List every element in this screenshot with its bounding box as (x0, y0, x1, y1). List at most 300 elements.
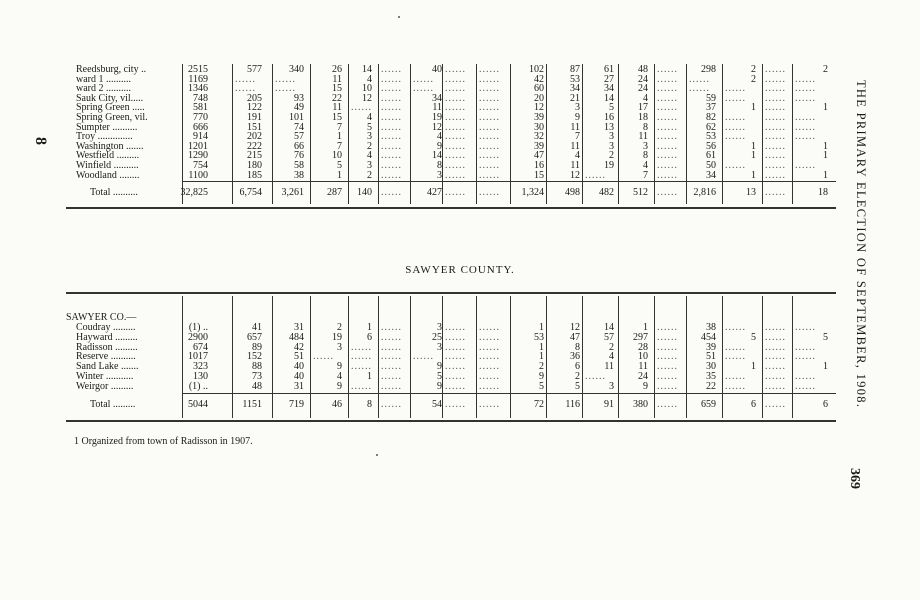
cell-value: 66 (294, 140, 304, 152)
cell-value: 47 (570, 331, 580, 343)
cell-value: ...... (765, 83, 786, 95)
cell-value: ...... (445, 121, 466, 133)
cell-value: ...... (765, 351, 786, 363)
group-label: SAWYER CO.— (66, 312, 137, 323)
cell-value: ...... (657, 331, 678, 343)
cell-value: ...... (765, 140, 786, 152)
cell-value: 8 (575, 341, 580, 353)
cell-value: ...... (445, 83, 466, 95)
horizontal-rule (66, 292, 836, 294)
cell-value: ...... (657, 361, 678, 373)
cell-value: 3 (609, 380, 614, 392)
cell-value: ...... (445, 160, 466, 171)
cell-value: ...... (725, 112, 746, 123)
row-label: Westfield ......... (76, 150, 140, 162)
cell-value: 53 (534, 331, 544, 343)
cell-value: 9 (575, 112, 580, 123)
cell-value: ...... (479, 187, 500, 198)
cell-value: 61 (604, 64, 614, 75)
row-label: Sumpter .......... (76, 121, 138, 133)
cell-value: 14 (604, 92, 614, 104)
cell-value: (1) .. (188, 322, 208, 333)
cell-value: ...... (445, 140, 466, 152)
row-label: Coudray ......... (76, 322, 136, 333)
cell-value: 323 (193, 361, 208, 373)
cell-value: 40 (294, 371, 304, 382)
cell-value: 202 (247, 131, 262, 143)
cell-value: ...... (445, 73, 466, 85)
cell-value: ...... (381, 322, 402, 333)
cell-value: 11 (332, 73, 342, 85)
cell-value: ...... (479, 140, 500, 152)
cell-value: 88 (252, 361, 262, 373)
cell-value: 659 (701, 399, 716, 410)
cell-value: 4 (337, 371, 342, 382)
cell-value: 48 (638, 64, 648, 75)
cell-value: 3 (437, 341, 442, 353)
cell-value: 8 (367, 399, 372, 410)
cell-value: ...... (657, 64, 678, 75)
cell-value: 6 (367, 331, 372, 343)
cell-value: ...... (765, 64, 786, 75)
cell-value: 1 (751, 140, 756, 152)
cell-value: 1201 (188, 140, 208, 152)
cell-value: 82 (706, 112, 716, 123)
cell-value: 754 (193, 160, 208, 171)
cell-value: ...... (657, 399, 678, 410)
cell-value: 7 (643, 169, 648, 181)
cell-value: ...... (765, 341, 786, 353)
cell-value: 26 (332, 64, 342, 75)
cell-value: 1 (337, 131, 342, 143)
cell-value: 61 (706, 150, 716, 162)
cell-value: ...... (351, 102, 372, 114)
cell-value: 3 (437, 169, 442, 181)
cell-value: ...... (657, 73, 678, 85)
cell-value: 40 (432, 64, 442, 75)
cell-value: 12 (362, 92, 372, 104)
cell-value: 3 (609, 140, 614, 152)
cell-value: ...... (445, 112, 466, 123)
total-row (66, 399, 836, 410)
cell-value: 16 (534, 160, 544, 171)
cell-value: 73 (252, 371, 262, 382)
sawyer-county-heading: SAWYER COUNTY. (405, 264, 515, 276)
cell-value: 4 (575, 150, 580, 162)
cell-value: 89 (252, 341, 262, 353)
cell-value: ...... (381, 140, 402, 152)
cell-value: 31 (294, 380, 304, 392)
cell-value: 748 (193, 92, 208, 104)
cell-value: 32,825 (180, 187, 208, 198)
cell-value: ...... (725, 160, 746, 171)
cell-value: ...... (795, 83, 816, 95)
cell-value: ...... (381, 83, 402, 95)
cell-value: 9 (437, 361, 442, 373)
cell-value: 9 (437, 140, 442, 152)
cell-value: ...... (765, 160, 786, 171)
cell-value: 7 (337, 121, 342, 133)
cell-value: 297 (633, 331, 648, 343)
cell-value: ...... (765, 92, 786, 104)
cell-value: ...... (765, 112, 786, 123)
cell-value: ...... (795, 92, 816, 104)
cell-value: ...... (657, 371, 678, 382)
cell-value: 2 (367, 140, 372, 152)
cell-value: 87 (570, 64, 580, 75)
cell-value: ...... (445, 361, 466, 373)
cell-value: 56 (706, 140, 716, 152)
cell-value: ...... (381, 102, 402, 114)
cell-value: ...... (795, 160, 816, 171)
cell-value: ...... (765, 331, 786, 343)
cell-value: 34 (706, 169, 716, 181)
cell-value: ...... (445, 341, 466, 353)
cell-value: 34 (432, 92, 442, 104)
cell-value: 35 (706, 371, 716, 382)
cell-value: 8 (643, 121, 648, 133)
cell-value: ...... (381, 121, 402, 133)
cell-value: 577 (247, 64, 262, 75)
cell-value: ...... (765, 322, 786, 333)
cell-value: ...... (413, 73, 434, 85)
cell-value: 30 (534, 121, 544, 133)
cell-value: 1169 (188, 73, 208, 85)
cell-value: 12 (570, 169, 580, 181)
row-label: Hayward ......... (76, 331, 138, 343)
cell-value: 5 (609, 102, 614, 114)
cell-value: 3 (643, 140, 648, 152)
speck (398, 16, 400, 18)
cell-value: ...... (657, 351, 678, 363)
cell-value: ...... (479, 160, 500, 171)
cell-value: 3 (367, 160, 372, 171)
cell-value: 24 (638, 83, 648, 95)
cell-value: 9 (539, 371, 544, 382)
cell-value: 1 (643, 322, 648, 333)
cell-value: 11 (332, 102, 342, 114)
cell-value: 3 (437, 322, 442, 333)
cell-value: ...... (445, 187, 466, 198)
cell-value: 91 (604, 399, 614, 410)
cell-value: 1,324 (521, 187, 544, 198)
row-label: Spring Green, vil. (76, 112, 148, 123)
cell-value: ...... (765, 102, 786, 114)
cell-value: ...... (725, 131, 746, 143)
horizontal-rule (66, 420, 836, 422)
cell-value: ...... (795, 351, 816, 363)
cell-value: ...... (445, 64, 466, 75)
cell-value: 152 (247, 351, 262, 363)
cell-value: 39 (534, 112, 544, 123)
cell-value: ...... (795, 131, 816, 143)
cell-value: ...... (381, 341, 402, 353)
cell-value: ...... (445, 131, 466, 143)
cell-value: 13 (604, 121, 614, 133)
cell-value: 1 (751, 361, 756, 373)
cell-value: 512 (633, 187, 648, 198)
cell-value: 74 (294, 121, 304, 133)
cell-value: 222 (247, 140, 262, 152)
cell-value: ...... (445, 169, 466, 181)
cell-value: ...... (235, 73, 256, 85)
cell-value: 46 (332, 399, 342, 410)
cell-value: 11 (432, 102, 442, 114)
cell-value: 484 (289, 331, 304, 343)
cell-value: 2 (539, 361, 544, 373)
cell-value: 1290 (188, 150, 208, 162)
cell-value: (1) .. (188, 380, 208, 392)
cell-value: 32 (534, 131, 544, 143)
cell-value: 5 (823, 331, 828, 343)
cell-value: ...... (765, 121, 786, 133)
cell-value: ...... (479, 112, 500, 123)
cell-value: ...... (313, 351, 334, 363)
cell-value: 9 (337, 361, 342, 373)
cell-value: ...... (765, 371, 786, 382)
cell-value: ...... (725, 341, 746, 353)
cell-value: 2 (367, 169, 372, 181)
row-label: Troy .............. (76, 131, 133, 143)
cell-value: ...... (445, 380, 466, 392)
cell-value: 2515 (188, 64, 208, 75)
cell-value: 19 (604, 160, 614, 171)
cell-value: ...... (479, 371, 500, 382)
cell-value: 51 (706, 351, 716, 363)
cell-value: 666 (193, 121, 208, 133)
cell-value: ...... (657, 160, 678, 171)
cell-value: 4 (367, 73, 372, 85)
cell-value: 2,816 (693, 187, 716, 198)
cell-value: 1 (751, 102, 756, 114)
cell-value: ...... (381, 361, 402, 373)
sauk-county-table (66, 64, 836, 214)
cell-value: 1346 (188, 83, 208, 95)
cell-value: 37 (706, 102, 716, 114)
footnote: 1 Organized from town of Radisson in 1907. (74, 436, 253, 447)
cell-value: 8 (643, 150, 648, 162)
cell-value: ...... (381, 150, 402, 162)
cell-value: 1151 (242, 399, 262, 410)
cell-value: ...... (381, 169, 402, 181)
cell-value: 8 (437, 160, 442, 171)
speck (376, 454, 378, 456)
cell-value: ...... (479, 92, 500, 104)
cell-value: ...... (381, 160, 402, 171)
row-label: Winfield .......... (76, 160, 139, 171)
cell-value: 30 (706, 361, 716, 373)
cell-value: ...... (381, 380, 402, 392)
cell-value: ...... (657, 187, 678, 198)
cell-value: 16 (604, 112, 614, 123)
cell-value: 1 (823, 169, 828, 181)
cell-value: 1 (823, 140, 828, 152)
row-label: ward 2 .......... (76, 83, 131, 95)
cell-value: ...... (381, 351, 402, 363)
cell-value: 1 (751, 150, 756, 162)
cell-value: 58 (294, 160, 304, 171)
cell-value: 24 (638, 73, 648, 85)
cell-value: 1 (539, 322, 544, 333)
cell-value: ...... (381, 399, 402, 410)
cell-value: ...... (657, 169, 678, 181)
cell-value: ...... (657, 322, 678, 333)
cell-value: ...... (725, 351, 746, 363)
horizontal-rule (66, 207, 836, 209)
cell-value: 28 (638, 341, 648, 353)
cell-value: ...... (795, 73, 816, 85)
cell-value: 6 (751, 399, 756, 410)
cell-value: 102 (529, 64, 544, 75)
cell-value: 657 (247, 331, 262, 343)
cell-value: 18 (638, 112, 648, 123)
cell-value: ...... (479, 399, 500, 410)
cell-value: 11 (570, 160, 580, 171)
cell-value: ...... (479, 331, 500, 343)
row-label: Winter ........... (76, 371, 134, 382)
cell-value: 20 (534, 92, 544, 104)
cell-value: 93 (294, 92, 304, 104)
cell-value: 15 (534, 169, 544, 181)
cell-value: 22 (332, 92, 342, 104)
cell-value: 4 (437, 131, 442, 143)
cell-value: 2 (609, 150, 614, 162)
cell-value: ...... (725, 380, 746, 392)
cell-value: ...... (275, 83, 296, 95)
cell-value: 1 (751, 169, 756, 181)
cell-value: ...... (725, 322, 746, 333)
cell-value: ...... (795, 341, 816, 353)
cell-value: 38 (294, 169, 304, 181)
cell-value: 4 (367, 112, 372, 123)
cell-value: 298 (701, 64, 716, 75)
cell-value: 57 (604, 331, 614, 343)
cell-value: 185 (247, 169, 262, 181)
cell-value: 380 (633, 399, 648, 410)
cell-value: ...... (765, 73, 786, 85)
cell-value: ...... (479, 361, 500, 373)
cell-value: 42 (294, 341, 304, 353)
cell-value: 5 (575, 380, 580, 392)
cell-value: 101 (289, 112, 304, 123)
cell-value: ...... (725, 371, 746, 382)
cell-value: ...... (381, 112, 402, 123)
cell-value: ...... (765, 169, 786, 181)
cell-value: 1 (823, 102, 828, 114)
cell-value: 4 (609, 351, 614, 363)
cell-value: 21 (570, 92, 580, 104)
cell-value: 151 (247, 121, 262, 133)
cell-value: 41 (252, 322, 262, 333)
cell-value: 287 (327, 187, 342, 198)
cell-value: 482 (599, 187, 614, 198)
cell-value: 2 (823, 64, 828, 75)
cell-value: 36 (570, 351, 580, 363)
cell-value: 13 (746, 187, 756, 198)
cell-value: 39 (706, 341, 716, 353)
cell-value: 17 (638, 102, 648, 114)
cell-value: 11 (638, 131, 648, 143)
cell-value: ...... (381, 73, 402, 85)
cell-value: ...... (479, 73, 500, 85)
cell-value: ...... (413, 83, 434, 95)
row-label: Reserve .......... (76, 351, 136, 363)
cell-value: 1 (823, 361, 828, 373)
cell-value: 34 (604, 83, 614, 95)
cell-value: ...... (351, 361, 372, 373)
cell-value: 11 (570, 121, 580, 133)
row-label: Total ......... (90, 399, 136, 410)
cell-value: ...... (479, 64, 500, 75)
cell-value: 53 (570, 73, 580, 85)
cell-value: ...... (657, 131, 678, 143)
cell-value: 5 (337, 160, 342, 171)
cell-value: ...... (657, 150, 678, 162)
cell-value: 9 (643, 380, 648, 392)
cell-value: 10 (332, 150, 342, 162)
cell-value: 674 (193, 341, 208, 353)
cell-value: ...... (725, 92, 746, 104)
cell-value: 14 (432, 150, 442, 162)
cell-value: 14 (362, 64, 372, 75)
cell-value: 3 (609, 131, 614, 143)
cell-value: 12 (432, 121, 442, 133)
cell-value: 770 (193, 112, 208, 123)
cell-value: 7 (575, 131, 580, 143)
cell-value: 15 (332, 112, 342, 123)
row-label: Total .......... (90, 187, 138, 198)
cell-value: 54 (432, 399, 442, 410)
cell-value: ...... (351, 341, 372, 353)
cell-value: 51 (294, 351, 304, 363)
cell-value: ...... (413, 351, 434, 363)
cell-value: ...... (445, 371, 466, 382)
cell-value: 9 (337, 380, 342, 392)
cell-value: 3 (337, 341, 342, 353)
cell-value: ...... (657, 83, 678, 95)
cell-value: ...... (445, 92, 466, 104)
cell-value: 48 (252, 380, 262, 392)
cell-value: 3 (575, 102, 580, 114)
cell-value: 130 (193, 371, 208, 382)
cell-value: ...... (795, 322, 816, 333)
cell-value: ...... (765, 361, 786, 373)
cell-value: ...... (657, 92, 678, 104)
cell-value: 1 (367, 322, 372, 333)
row-label: ward 1 .......... (76, 73, 131, 85)
cell-value: ...... (765, 150, 786, 162)
cell-value: 2 (575, 371, 580, 382)
cell-value: 2900 (188, 331, 208, 343)
cell-value: ...... (795, 121, 816, 133)
binding-mark: 8 (32, 137, 49, 145)
cell-value: ...... (479, 150, 500, 162)
row-label: Sauk City, vil..... (76, 92, 144, 104)
table-row (66, 381, 836, 392)
cell-value: 191 (247, 112, 262, 123)
cell-value: 62 (706, 121, 716, 133)
cell-value: ...... (657, 140, 678, 152)
cell-value: 2 (609, 341, 614, 353)
cell-value: ...... (765, 187, 786, 198)
cell-value: 122 (247, 102, 262, 114)
cell-value: 12 (570, 322, 580, 333)
cell-value: 116 (565, 399, 580, 410)
cell-value: 581 (193, 102, 208, 114)
cell-value: ...... (725, 83, 746, 95)
cell-value: 4 (643, 160, 648, 171)
cell-value: ...... (445, 322, 466, 333)
